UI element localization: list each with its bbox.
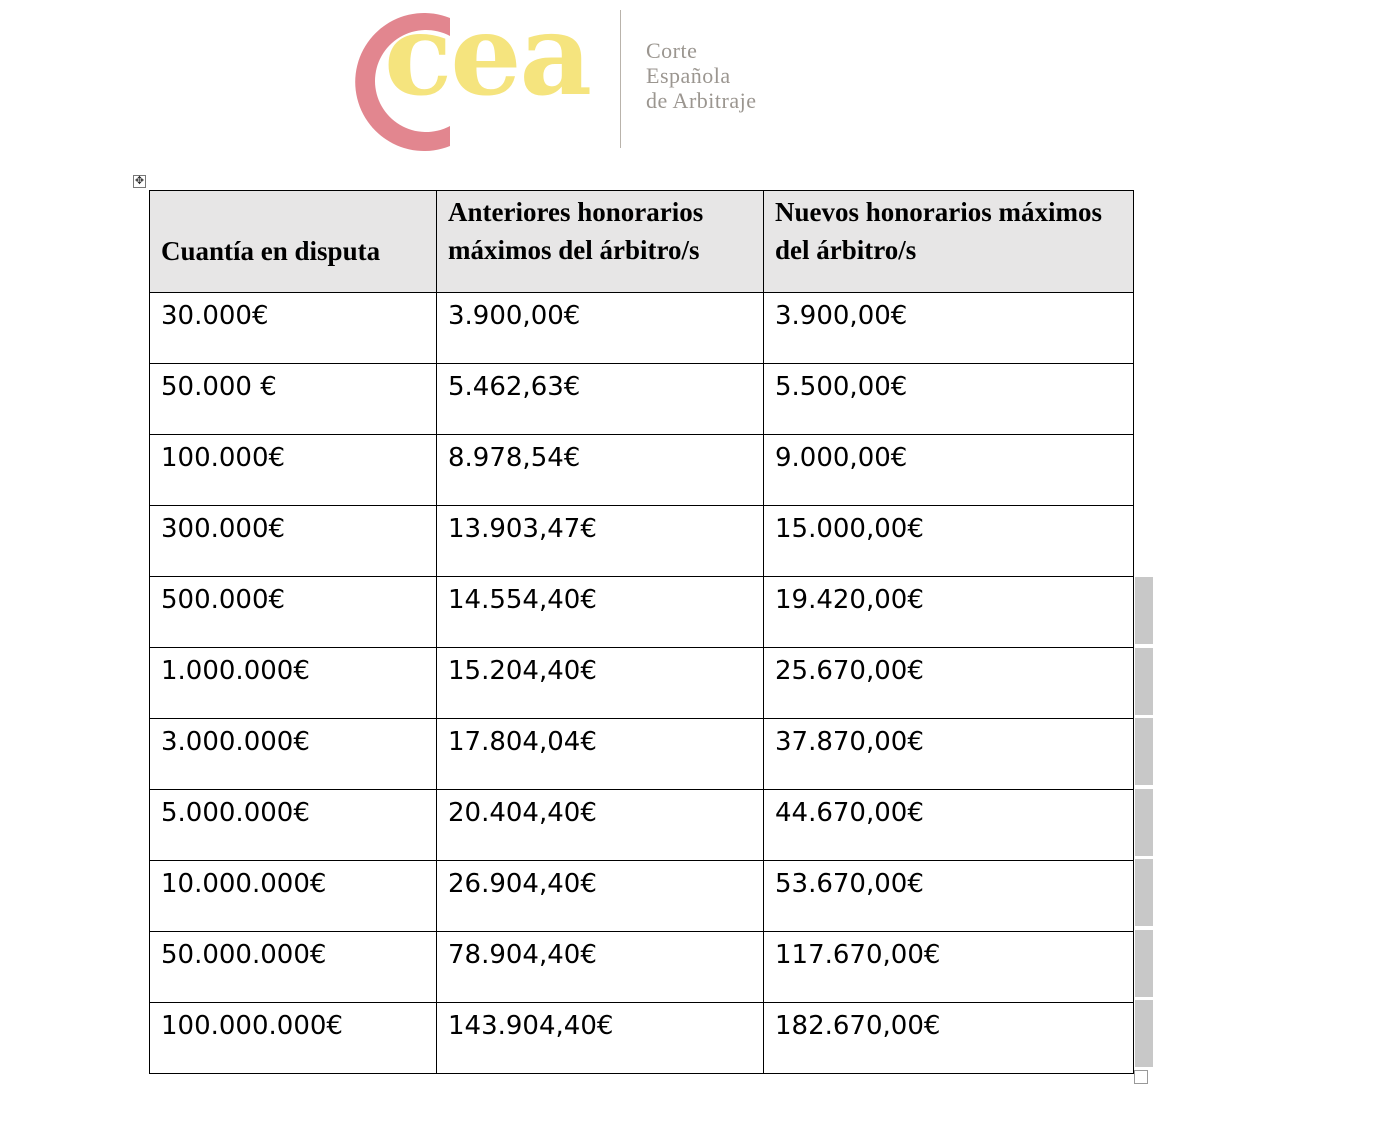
row-selection-segment [1135, 859, 1153, 926]
cell-new-fee: 37.870,00€ [764, 719, 1134, 790]
resize-handle-icon[interactable] [1134, 1070, 1148, 1084]
header-amount: Cuantía en disputa [150, 191, 437, 293]
cell-new-fee: 3.900,00€ [764, 293, 1134, 364]
cell-previous-fee: 17.804,04€ [437, 719, 764, 790]
fees-table [149, 190, 1134, 1074]
header-new-fees: Nuevos honorarios máximos del árbitro/s [764, 191, 1134, 293]
cell-new-fee: 15.000,00€ [764, 506, 1134, 577]
row-selection-segment [1135, 718, 1153, 785]
cell-amount: 300.000€ [150, 506, 437, 577]
cell-new-fee: 25.670,00€ [764, 648, 1134, 719]
cell-amount: 500.000€ [150, 577, 437, 648]
row-selection-segment [1135, 930, 1153, 997]
cell-previous-fee: 3.900,00€ [437, 293, 764, 364]
cell-previous-fee: 13.903,47€ [437, 506, 764, 577]
row-selection-segment [1135, 577, 1153, 644]
row-selection-bar [1135, 576, 1153, 1069]
logo-text-line-3: de Arbitraje [646, 88, 757, 113]
cell-new-fee: 117.670,00€ [764, 932, 1134, 1003]
table-row [150, 435, 1134, 506]
cell-new-fee: 182.670,00€ [764, 1003, 1134, 1074]
logo-divider [620, 10, 621, 148]
cell-new-fee: 53.670,00€ [764, 861, 1134, 932]
cell-amount: 100.000.000€ [150, 1003, 437, 1074]
cell-amount: 3.000.000€ [150, 719, 437, 790]
cell-previous-fee: 15.204,40€ [437, 648, 764, 719]
table-row [150, 861, 1134, 932]
cell-previous-fee: 143.904,40€ [437, 1003, 764, 1074]
cell-previous-fee: 20.404,40€ [437, 790, 764, 861]
table-row [150, 719, 1134, 790]
row-selection-segment [1135, 648, 1153, 715]
cell-amount: 5.000.000€ [150, 790, 437, 861]
table-row [150, 932, 1134, 1003]
cell-new-fee: 9.000,00€ [764, 435, 1134, 506]
cell-amount: 30.000€ [150, 293, 437, 364]
table-row [150, 648, 1134, 719]
table-row [150, 577, 1134, 648]
cell-previous-fee: 78.904,40€ [437, 932, 764, 1003]
logo-text-line-2: Española [646, 63, 731, 88]
cell-amount: 10.000.000€ [150, 861, 437, 932]
table-body [150, 293, 1134, 1074]
cell-previous-fee: 26.904,40€ [437, 861, 764, 932]
move-handle-icon[interactable]: ✥ [134, 175, 145, 187]
cell-previous-fee: 8.978,54€ [437, 435, 764, 506]
table-row [150, 506, 1134, 577]
row-selection-segment [1135, 789, 1153, 856]
cell-amount: 50.000.000€ [150, 932, 437, 1003]
cell-new-fee: 44.670,00€ [764, 790, 1134, 861]
table-header-row [150, 191, 1134, 293]
cell-new-fee: 19.420,00€ [764, 577, 1134, 648]
logo-text [646, 38, 756, 113]
cell-new-fee: 5.500,00€ [764, 364, 1134, 435]
cell-amount: 50.000 € [150, 364, 437, 435]
row-selection-segment [1135, 1000, 1153, 1067]
cea-logo [348, 0, 788, 153]
logo-text-line-1: Corte [646, 38, 698, 63]
cell-amount: 1.000.000€ [150, 648, 437, 719]
table-row [150, 364, 1134, 435]
header-previous-fees: Anteriores honorarios máximos del árbitro/s [437, 191, 764, 293]
logo-wordmark: cea [384, 0, 591, 121]
table-row [150, 1003, 1134, 1074]
table-row [150, 790, 1134, 861]
table-row [150, 293, 1134, 364]
cell-previous-fee: 14.554,40€ [437, 577, 764, 648]
cell-amount: 100.000€ [150, 435, 437, 506]
cell-previous-fee: 5.462,63€ [437, 364, 764, 435]
